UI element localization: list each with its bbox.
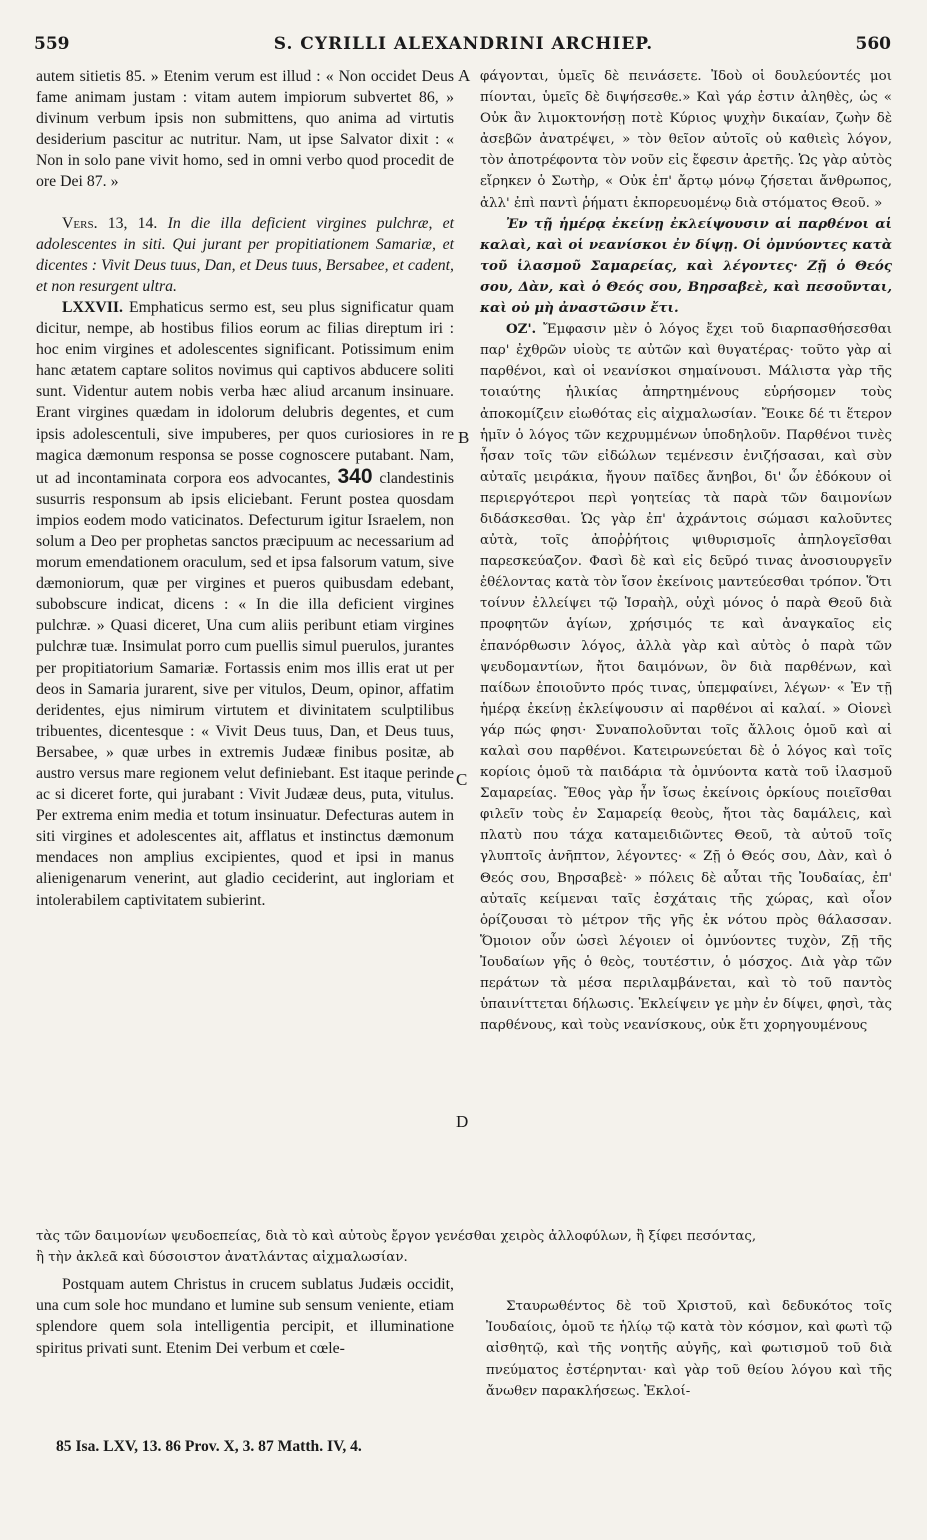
margin-letter-a: A bbox=[458, 66, 471, 85]
latin-paragraph-1: autem sitietis 85. » Etenim verum est illud : « Non occidet Deus fame animam justam : vitam autem impiorum subvertet 86, » divinum verbum ipsis non submittens, quo anima ad virtutis desiderium pascitur ac nutritur. Nam, ut ipse Salvator dixit : « Non in solo pane vivit homo, sed in omni verbo quod procedit de ore Dei 87. » bbox=[36, 68, 454, 191]
greek-section-number: ΟΖ'. bbox=[506, 321, 537, 338]
margin-letter-d: D bbox=[456, 1112, 469, 1131]
spanning-line-1: τὰς τῶν δαιμονίων ψευδοεπείας, διὰ τὸ καὶ αὐτοὺς ἔργον γενέσθαι χειρὸς ἀλλοφύλων, ἢ ξίφει πεσόντας, bbox=[36, 1229, 757, 1244]
latin-closing-paragraph: Postquam autem Christus in crucem sublatus Judæis occidit, una cum sole hoc mundano et lumine sub sensum veniente, etiam splendore quem sola intelligentia percipit, et illuminatione spiritus privati sunt. Etenim Dei verbum et cœle- bbox=[36, 1276, 454, 1357]
left-page-number: 559 bbox=[34, 34, 70, 54]
greek-column bbox=[480, 66, 892, 1036]
running-title: S. CYRILLI ALEXANDRINI ARCHIEP. bbox=[273, 34, 654, 54]
greek-paragraph-2-text: Ἔμφασιν μὲν ὁ λόγος ἔχει τοῦ διαρπασθήσεσθαι παρ' ἐχθρῶν υἱοὺς τε αὐτῶν καὶ θυγατέρας· τοῦτο γὰρ αἱ παρθένοι, καὶ οἱ νεανίσκοι σημαίνουσι. Μάλιστα γὰρ τῆς τοιαύτης ἡλικίας ἀπηρτημένους εὑρήσομεν τοὺς ἀποκομίζειν εἰωθότας εἰς αἰχμαλωσίαν. Ἔοικε δέ τι ἕτερον ἡμῖν ὁ λόγος τῶν κεχρυμμένων ὑποδηλοῦν. Παρθένοι τινὲς ἦσαν τοῖς τῶν εἰδώλων τεμένεσιν ἐνιζήσασαι, καὶ σὺν αὐταῖς μειράκια, ἤγουν παῖδες ἄνηβοι, δι' ὧν ἐδόκουν οἱ περιεργότεροι περὶ γοητείας τὰ παρὰ τῶν δαιμονίων διδάσκεσθαι. Ὡς γὰρ ἐπ' ἀχράντοις σώμασι καλοῦντες αὐτὰ, τοῖς ἀποῤῥήτοις ψιθυρισμοῖς ἀπηλογεῖσθαι παρεσκεύαζον. Φασὶ δὲ καὶ εἰς δεῦρό τινας ἀνοσιουργεῖν ἐθέλοντας κατὰ τὸν ἴσον ἐκείνοις μαντεύεσθαι τρόπον. Ὅτι τοίνυν ἐλλείψει τῷ Ἰσραὴλ, οὐχὶ μόνος ὁ παρὰ Θεοῦ διὰ προφητῶν ἁγίων, χρήσιμός τε καὶ ἀναγκαῖος εἰς ἐπανόρθωσιν λόγος, ἀλλὰ γὰρ καὶ αὐτὸς ὁ παρὰ τῶν ψευδομαντίων, ἤτοι δαιμόνων, ὃν διὰ παρθένων, καὶ παίδων ἐποιοῦντο πρός τινας, ὑπεμφαίνει, λέγων· « Ἐν τῇ ἡμέρᾳ ἐκείνῃ ἐκλείψουσιν αἱ παρθένοι αἱ καλαί. » Οἱονεὶ γάρ πώς φησι· Συναπολοῦνται τοῖς ἄλλοις ὁμοῦ καὶ αἱ καλαὶ σου παρθένοι. Κατειρωνεύεται δὲ ὁ λόγος καὶ τοῖς κορίοις ὁμοῦ τὰ παιδάρια τὰ ὀμνύοντα κατὰ τοῦ ἱλασμοῦ Σαμαρείας. Ἔθος γὰρ ἦν ἴσως ἐκείνοις ὁρκίους ποιεῖσθαι φιλεῖν τοὺς ἐν Σαμαρείᾳ θεοὺς, ἤτοι τὰς δαμάλεις, καὶ πλατὺ που τάχα καταμειδιῶντες Θεοῦ, τὰ αὐτοῦ τοῖς γλυπτοῖς ἀνῆπτον, λέγοντες· « Ζῇ ὁ Θεός σου, Δὰν, καὶ ὁ Θεός σου, Βηρσαβεὲ· » πόλεις δὲ αὗται τῆς Ἰουδαίας, ἐπ' αὐταῖς κείμεναι ταῖς ἐσχάταις τῆς χώρας, καὶ οἷον ὁρίζουσαι τὸ μέτρον τῆς γῆς ἐκ νότου πρὸς θάλασσαν. Ὅμοιον οὖν ὡσεὶ λέγοιεν οἱ ὀμνύοντες τυχὸν, Ζῇ τῆς Ἰουδαίων γῆς ὁ θεὸς, τουτέστιν, ὁ μόσχος. Διὰ γὰρ τῶν περάτων τὰ μέσα περιλαμβάνεται, καὶ τὸ τοῦ παντὸς ὑπαινίττεται δήλωσις. Ἐκλείψειν γε μὴν ἐν δίψει, φησὶ, τὰς παρθένους, καὶ τοὺς νεανίσκους, οὐκ ἔτι χορηγουμένους bbox=[480, 322, 892, 1034]
spanning-greek-lines bbox=[36, 1226, 896, 1268]
greek-paragraph-2 bbox=[480, 319, 892, 1036]
latin-section-number: LXXVII. bbox=[62, 298, 124, 316]
latin-paragraph-2a: Emphaticus sermo est, seu plus significatur quam dicitur, nempe, ab hostibus filios eorum ac filias direptum iri : hoc enim virgines et adolescentes significant. Potissimum enim hanc ætatem captare solitos novimus qui captivos abducere soliti sunt. Videntur autem nobis verba hæc aliud arcanum insinuare. Erant virgines quædam in idolorum delubris degentes, et cum ipsis adolescentuli, sive impuberes, per quos curiosiores in re magica dæmonum responsa se posse cognoscere putabant. Nam, ut ad incontaminata corpora eos advocantes, bbox=[36, 298, 454, 487]
greek-paragraph-1: φάγονται, ὑμεῖς δὲ πεινάσετε. Ἰδοὺ οἱ δουλεύοντές μοι πίονται, ὑμεῖς δὲ διψήσεσθε.» Καὶ γάρ ἐστιν ἀληθὲς, ὡς « Οὐκ ἂν λιμοκτονήσῃ ποτὲ Κύριος ψυχὴν δικαίαν, ζωὴν δὲ ἀσεβῶν ἀνατρέψει, » τὸν θεῖον αὐτοῖς οὐ καθιεὶς λόγον, τὸν ἀποτρέφοντα τὸν νοῦν εἰς ἔφεσιν ἀρετῆς. Ὡς γὰρ αὐτὸς εἴρηκεν ὁ Σωτὴρ, « Οὐκ ἐπ' ἄρτῳ μόνῳ ζήσεται ἄνθρωπος, ἀλλ' ἐπὶ παντὶ ῥήματι ἐκπορευομένῳ διὰ στόματος Θεοῦ. » bbox=[480, 69, 892, 211]
marginal-number: 340 bbox=[337, 464, 373, 488]
margin-letter-c: C bbox=[456, 770, 468, 789]
latin-verse-heading bbox=[36, 213, 454, 297]
latin-paragraph-2b: clandestinis susurris responsum ab ipsis eliciebant. Ferunt postea quosdam impios eodem modo vaticinatos. Defecturum igitur Israelem, non solum a Deo per prophetas sanctos præcipuum ac necessarium ad morum emendationem oraculum, sed et ipsa falsorum vatum, sive dæmoniorum, quæ per virgines et pueros quibusdam edebant, subobscure indicat, dicens : « In die illa deficient virgines pulchræ. » Quasi diceret, Una cum aliis peribunt etiam virgines pulchræ tuæ. Insimulat porro cum puellis simul puerulos, jurantes per propitiatorium Samariæ. Fortassis enim mos illis erat ut per deos in Samaria jurarent, sive per vitulos, Deum, opinor, affatim deridentes, ejus nimirum virtutem et divinitatem sculptilibus tribuentes, dicentesque : « Vivit Deus tuus, Dan, et Deus tuus, Bersabee, » quæ urbes in extremis Judææ finibus positæ, ab austro versus mare regionem velut definiebant. Est itaque perinde ac si diceret forte, qui jurabant : Vivit Judææ deus, puta, vitulus. Per extrema enim media et totum insinuatur. Defecturas autem in siti virgines et adolescentes ait, afflatus et instinctus dæmonum mendaces non amplius excipientes, quod et ipsi in manus alienigenarum venerint, aut gladio ceciderint, aut ingloriam et intolerabilem captivitatem subierint. bbox=[36, 469, 455, 909]
spanning-line-2: ἢ τὴν ἀκλεᾶ καὶ δύσοιστον ἀνατλάντας αἰχμαλωσίαν. bbox=[36, 1250, 408, 1266]
margin-letter-b: B bbox=[458, 428, 470, 447]
right-page-number: 560 bbox=[855, 34, 891, 54]
latin-column bbox=[36, 66, 454, 911]
latin-paragraph-2 bbox=[36, 297, 454, 911]
greek-verse: Ἐν τῇ ἡμέρᾳ ἐκείνῃ ἐκλείψουσιν αἱ παρθένοι αἱ καλαὶ, καὶ οἱ νεανίσκοι ἐν δίψῃ. Οἱ ὀμνύοντες κατὰ τοῦ ἱλασμοῦ Σαμαρείας, καὶ λέγοντες· Ζῇ ὁ Θεός σου, Δὰν, καὶ ὁ Θεός σου, Βηρσαβεὲ, καὶ πεσοῦνται, καὶ οὐ μὴ ἀναστῶσιν ἔτι. bbox=[480, 215, 892, 317]
latin-verse-text: In die illa deficient virgines pulchræ, et adolescentes in siti. Qui jurant per propitiationem Samariæ, et dicentes : Vivit Deus tuus, Dan, et Deus tuus, Bersabee, et cadent, et non resurgent ultra. bbox=[36, 214, 454, 295]
footnotes: 85 Isa. LXV, 13. 86 Prov. X, 3. 87 Matth. IV, 4. bbox=[56, 1438, 362, 1455]
latin-verse-label: Vers. 13, 14. bbox=[62, 214, 158, 232]
greek-closing-paragraph: Σταυρωθέντος δὲ τοῦ Χριστοῦ, καὶ δεδυκότος τοῖς Ἰουδαίοις, ὁμοῦ τε ἡλίῳ τῷ κατὰ τὸν κόσμον, καὶ φωτὶ τῷ αἰσθητῷ, καὶ τῆς νοητῆς αὐγῆς, καὶ φωτισμοῦ τοῦ διὰ πνεύματος ἐστέρηνται· καὶ γὰρ τοῦ θείου λόγου καὶ τῆς ἄνωθεν παρακλήσεως. Ἐκλοί- bbox=[486, 1299, 892, 1399]
